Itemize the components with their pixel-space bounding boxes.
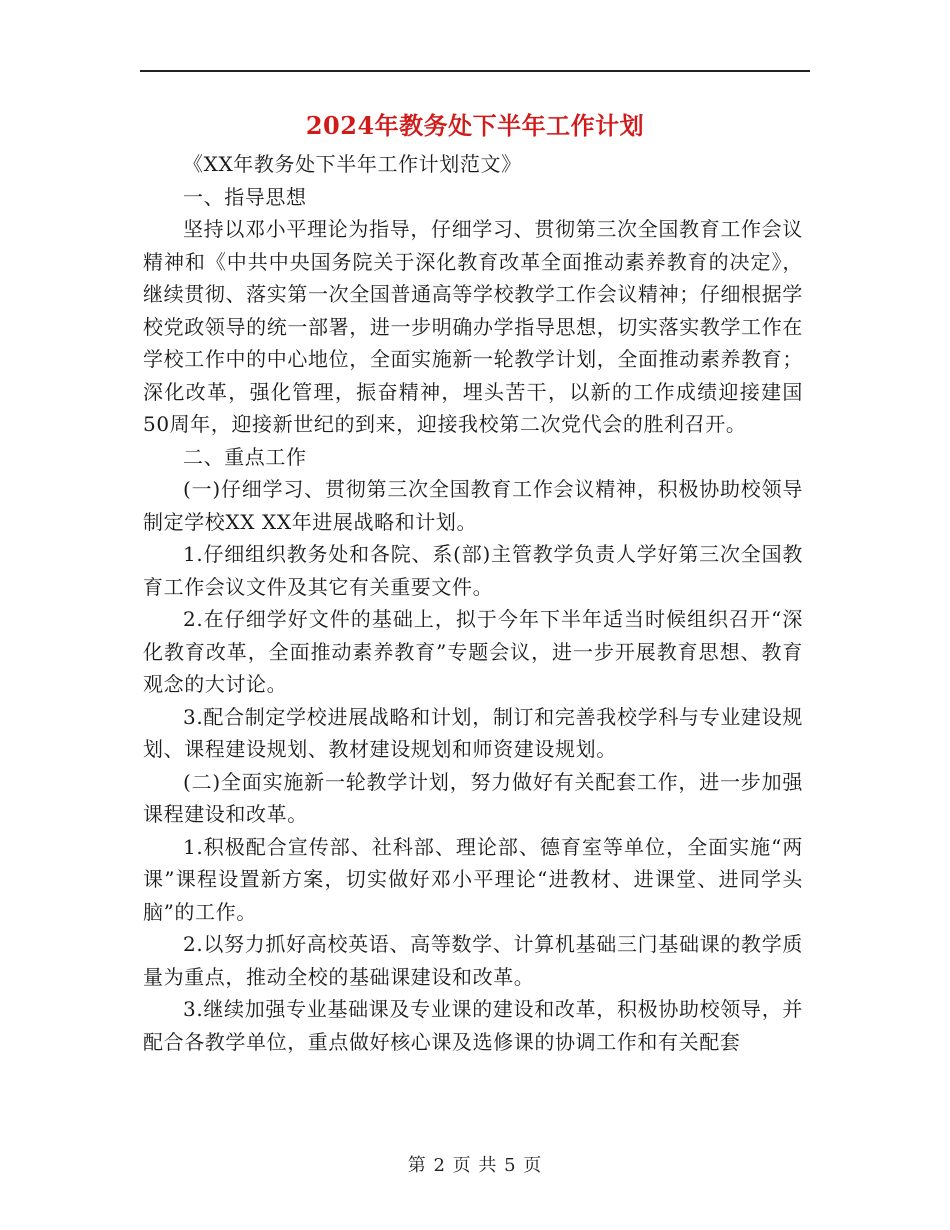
- paragraph-item-2-2: 2.以努力抓好高校英语、高等数学、计算机基础三门基础课的教学质量为重点，推动全校的基础课建设和改革。: [143, 932, 803, 989]
- paragraph-subtitle: 《XX年教务处下半年工作计划范文》: [183, 152, 522, 176]
- paragraph-section-1: (一)仔细学习、贯彻第三次全国教育工作会议精神，积极协助校领导制定学校XX XX年进展战略和计划。: [143, 477, 803, 534]
- heading-guiding-ideology: 一、指导思想: [183, 184, 307, 209]
- document-body: [143, 148, 803, 1058]
- paragraph-item-1-2: 2.在仔细学好文件的基础上，拟于今年下半年适当时候组织召开“深化教育改革，全面推动素养教育”专题会议，进一步开展教育思想、教育观念的大讨论。: [143, 607, 803, 696]
- paragraph-item-2-1: 1.积极配合宣传部、社科部、理论部、德育室等单位，全面实施“两课”课程设置新方案，切实做好邓小平理论“进教材、进课堂、进同学头脑”的工作。: [143, 834, 803, 924]
- page-number-footer: 第 2 页 共 5 页: [407, 1155, 543, 1176]
- document-title: 2024年教务处下半年工作计划: [305, 111, 645, 140]
- paragraph-item-2-3: 3.继续加强专业基础课及专业课的建设和改革，积极协助校领导，并配合各教学单位，重点做好核心课及选修课的协调工作和有关配套: [143, 997, 803, 1054]
- header-rule: [140, 70, 810, 72]
- paragraph-item-1-3: 3.配合制定学校进展战略和计划，制订和完善我校学科与专业建设规划、课程建设规划、教材建设规划和师资建设规划。: [143, 704, 803, 761]
- paragraph-section-2: (二)全面实施新一轮教学计划，努力做好有关配套工作，进一步加强课程建设和改革。: [143, 769, 803, 826]
- heading-key-work: 二、重点工作: [183, 444, 307, 469]
- paragraph-guiding-ideology: 坚持以邓小平理论为指导，仔细学习、贯彻第三次全国教育工作会议精神和《中共中央国务院关于深化教育改革全面推动素养教育的决定》，继续贯彻、落实第一次全国普通高等学校教学工作会议精神；仔细根据学校党政领导的统一部署，进一步明确办学指导思想，切实落实教学工作在学校工作中的中心地位，全面实施新一轮教学计划，全面推动素养教育；深化改革，强化管理，振奋精神，埋头苦干，以新的工作成绩迎接建国50周年，迎接新世纪的到来，迎接我校第二次党代会的胜利召开。: [143, 217, 803, 436]
- paragraph-item-1-1: 1.仔细组织教务处和各院、系(部)主管教学负责人学好第三次全国教育工作会议文件及其它有关重要文件。: [143, 542, 803, 599]
